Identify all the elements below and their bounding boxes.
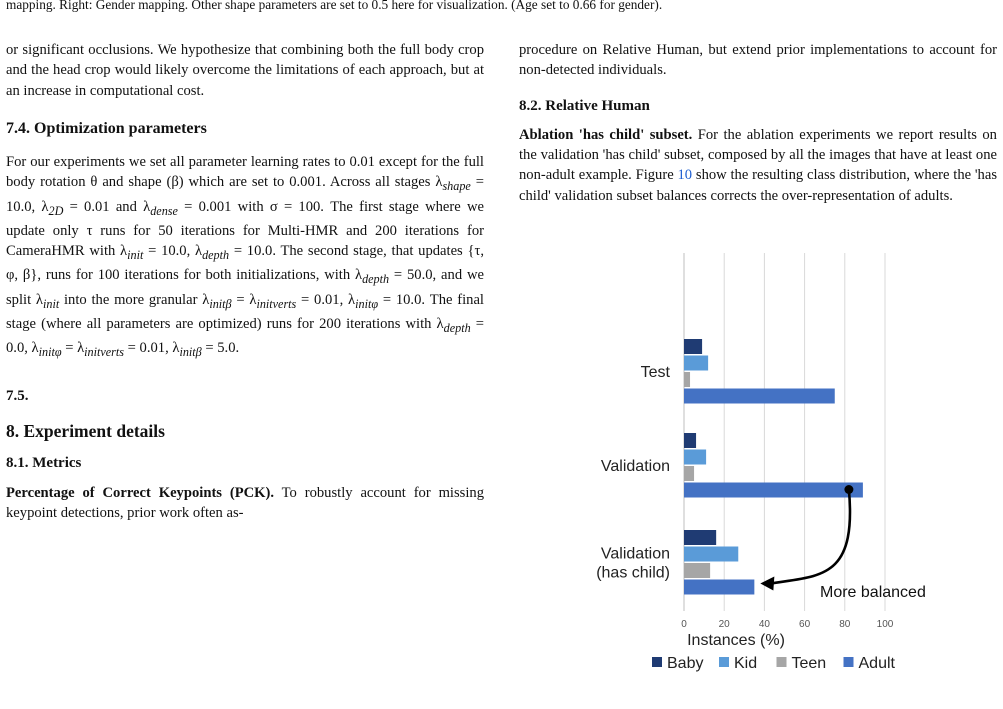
bar-baby bbox=[684, 339, 702, 354]
legend-swatch bbox=[777, 657, 787, 667]
right-column bbox=[519, 40, 997, 206]
group-label: Test bbox=[640, 364, 670, 381]
bar-adult bbox=[684, 580, 754, 595]
bar-teen bbox=[684, 563, 710, 578]
group-label: Validation bbox=[600, 545, 670, 563]
group-label: (has child) bbox=[596, 564, 670, 582]
section-8-2-title: 8.2. Relative Human bbox=[519, 97, 650, 114]
section-8-title: 8. Experiment details bbox=[6, 420, 165, 441]
class-distribution-chart bbox=[578, 253, 998, 709]
legend-swatch bbox=[719, 657, 729, 667]
bar-kid bbox=[684, 450, 706, 465]
bar-baby bbox=[684, 530, 716, 545]
legend-label: Teen bbox=[791, 655, 827, 672]
legend-label: Kid bbox=[734, 655, 758, 672]
legend-label: Adult bbox=[858, 655, 895, 672]
paragraph-ablation: Ablation 'has child' subset. For the ablation experiments we report results on the validation 'has child' subset, composed by all the images that have at least one non-adult example. Figure 10 show the resulting class distribution, where the 'has child' validation subset balances corrects the over-representation of adults. bbox=[519, 126, 998, 204]
bar-teen bbox=[684, 372, 690, 387]
x-axis-label: Instances (%) bbox=[687, 632, 785, 649]
legend-label: Baby bbox=[667, 655, 704, 672]
paragraph-intro: or significant occlusions. We hypothesize that combining both the full body crop and the head crop would likely overcome the limitations of each approach, but at an increase in computational cost. bbox=[6, 42, 484, 99]
bar-kid bbox=[684, 356, 708, 371]
caption-line: mapping. Right: Gender mapping. Other shape parameters are set to 0.5 here for visualization. (Age set to 0.66 for gender). bbox=[6, 0, 663, 12]
bar-baby bbox=[684, 433, 696, 448]
figure-caption-top bbox=[6, 0, 998, 14]
section-7-4-title: 7.4. Optimization parameters bbox=[6, 119, 207, 137]
paragraph-procedure: procedure on Relative Human, but extend prior implementations to account for non-detected individuals. bbox=[519, 42, 997, 79]
x-tick-label: 80 bbox=[839, 619, 851, 630]
paragraph-optimization: For our experiments we set all parameter learning rates to 0.01 except for the full body rotation θ and shape (β) which are set to 0.001. Across all stages $\lambda_{shape} = 10.0$, $\lambda_{2D} = 0.01$ and $\lambda_{dense} = 0.001$ with σ = 100. The first stage where we update only τ runs for 50 iterations for Multi-HMR and 200 iterations for CameraHMR with $\lambda_{init} = 10.0$, $\lambda_{depth} = 10.0$. The second stage, that updates {τ, φ, β}, runs for 100 iterations for both initializations, with $\lambda_{depth} = 50.0$, and we split $\lambda_{init}$ into the more granular $\lambda_{init\beta} = \lambda_{initverts} = 0.01$, $\lambda_{init\varphi} = 10.0$. The final stage (where all parameters are optimized) runs for 200 iterations with $\lambda_{depth} = 0.0$, $\lambda_{init\varphi} = \lambda_{initverts} = 0.01$, $\lambda_{init\beta} = 5.0$. bbox=[6, 154, 484, 359]
annotation-more-balanced: More balanced bbox=[820, 584, 926, 601]
left-column bbox=[6, 40, 484, 524]
bar-teen bbox=[684, 466, 694, 481]
legend-swatch bbox=[844, 657, 854, 667]
x-tick-label: 60 bbox=[799, 619, 811, 630]
bar-kid bbox=[684, 547, 738, 562]
figure-ref-link[interactable]: 10 bbox=[677, 167, 693, 184]
section-8-1-title: 8.1. Metrics bbox=[6, 454, 82, 471]
x-tick-label: 0 bbox=[681, 619, 687, 630]
legend-swatch bbox=[652, 657, 662, 667]
section-7-5-title: 7.5. bbox=[6, 388, 29, 405]
x-tick-label: 20 bbox=[718, 619, 730, 630]
paragraph-pck: Percentage of Correct Keypoints (PCK). To robustly account for missing keypoint detections, prior work often as- bbox=[6, 485, 484, 522]
arrow-origin-dot bbox=[844, 485, 853, 494]
x-tick-label: 100 bbox=[876, 619, 894, 630]
balance-arrow bbox=[770, 490, 850, 584]
arrow-head bbox=[760, 577, 774, 591]
bar-adult bbox=[684, 389, 835, 404]
bar-adult bbox=[684, 483, 863, 498]
x-tick-label: 40 bbox=[758, 619, 770, 630]
group-label: Validation bbox=[600, 458, 670, 475]
